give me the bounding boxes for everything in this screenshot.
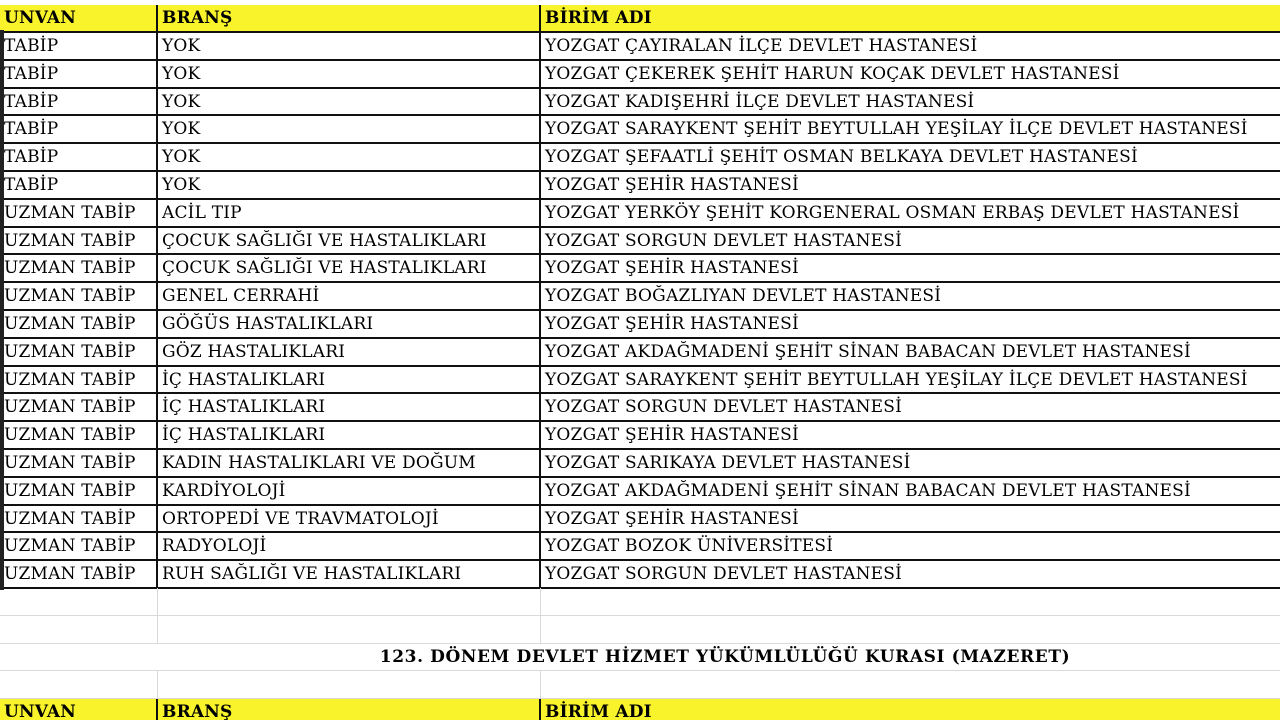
cell-unvan[interactable]: UZMAN TABİP [0,339,158,367]
cell-unvan[interactable]: TABİP [0,172,158,200]
left-border-edge [0,30,4,590]
table-row [0,422,1280,450]
cell-birim-adi[interactable]: YOZGAT ŞEHİR HASTANESİ [541,506,1280,534]
empty-cell[interactable] [158,616,541,644]
table-row [0,283,1280,311]
cell-brans[interactable]: ORTOPEDİ VE TRAVMATOLOJİ [158,506,541,534]
cell-birim-adi[interactable]: YOZGAT BOZOK ÜNİVERSİTESİ [541,533,1280,561]
table-row [0,144,1280,172]
cell-unvan[interactable]: UZMAN TABİP [0,255,158,283]
cell-brans[interactable]: GÖĞÜS HASTALIKLARI [158,311,541,339]
cell-brans[interactable]: İÇ HASTALIKLARI [158,367,541,395]
cell-unvan[interactable]: UZMAN TABİP [0,506,158,534]
empty-cell[interactable] [541,588,1280,616]
empty-cell[interactable] [158,671,541,699]
empty-row [0,671,1280,699]
cell-unvan[interactable]: TABİP [0,116,158,144]
cell-brans[interactable]: RADYOLOJİ [158,533,541,561]
cell-unvan[interactable]: UZMAN TABİP [0,561,158,589]
cell-birim-adi[interactable]: YOZGAT ŞEHİR HASTANESİ [541,422,1280,450]
cell-brans[interactable]: YOK [158,61,541,89]
second-table-header-row [0,699,1280,720]
cell-unvan[interactable]: UZMAN TABİP [0,478,158,506]
cell-unvan[interactable]: UZMAN TABİP [0,533,158,561]
cell-unvan[interactable]: TABİP [0,89,158,117]
cell-unvan[interactable]: UZMAN TABİP [0,311,158,339]
table-row [0,255,1280,283]
cell-brans[interactable]: YOK [158,144,541,172]
table-row [0,561,1280,589]
cell-brans[interactable]: RUH SAĞLIĞI VE HASTALIKLARI [158,561,541,589]
cell-birim-adi[interactable]: YOZGAT ŞEHİR HASTANESİ [541,311,1280,339]
cell-birim-adi[interactable]: YOZGAT ŞEFAATLİ ŞEHİT OSMAN BELKAYA DEVLET HASTANESİ [541,144,1280,172]
empty-row [0,588,1280,616]
table-row [0,61,1280,89]
table-row [0,506,1280,534]
cell-birim-adi[interactable]: YOZGAT AKDAĞMADENİ ŞEHİT SİNAN BABACAN DEVLET HASTANESİ [541,478,1280,506]
cell-birim-adi[interactable]: YOZGAT KADIŞEHRİ İLÇE DEVLET HASTANESİ [541,89,1280,117]
cell-unvan[interactable]: UZMAN TABİP [0,200,158,228]
section-title[interactable]: 123. DÖNEM DEVLET HİZMET YÜKÜMLÜLÜĞÜ KURASI (MAZERET) [379,647,1071,667]
cell-brans[interactable]: İÇ HASTALIKLARI [158,422,541,450]
header-birim-adi[interactable]: BİRİM ADI [541,5,1280,33]
header-unvan[interactable]: UNVAN [0,699,158,720]
cell-unvan[interactable]: UZMAN TABİP [0,422,158,450]
cell-brans[interactable]: ACİL TIP [158,200,541,228]
cell-birim-adi[interactable]: YOZGAT AKDAĞMADENİ ŞEHİT SİNAN BABACAN DEVLET HASTANESİ [541,339,1280,367]
header-brans[interactable]: BRANŞ [158,5,541,33]
table-row [0,200,1280,228]
table-row [0,450,1280,478]
cell-brans[interactable]: YOK [158,116,541,144]
section-title-row [0,643,1280,671]
cell-brans[interactable]: ÇOCUK SAĞLIĞI VE HASTALIKLARI [158,255,541,283]
cell-birim-adi[interactable]: YOZGAT ŞEHİR HASTANESİ [541,255,1280,283]
table-header-row [0,5,1280,33]
empty-cell[interactable] [0,671,158,699]
empty-cell[interactable] [0,616,158,644]
cell-brans[interactable]: KARDİYOLOJİ [158,478,541,506]
cell-brans[interactable]: YOK [158,33,541,61]
cell-brans[interactable]: KADIN HASTALIKLARI VE DOĞUM [158,450,541,478]
cell-birim-adi[interactable]: YOZGAT SORGUN DEVLET HASTANESİ [541,394,1280,422]
table-row [0,478,1280,506]
cell-unvan[interactable]: UZMAN TABİP [0,367,158,395]
empty-cell[interactable] [0,588,158,616]
table-row [0,228,1280,256]
cell-birim-adi[interactable]: YOZGAT ŞEHİR HASTANESİ [541,172,1280,200]
cell-birim-adi[interactable]: YOZGAT YERKÖY ŞEHİT KORGENERAL OSMAN ERBAŞ DEVLET HASTANESİ [541,200,1280,228]
cell-brans[interactable]: ÇOCUK SAĞLIĞI VE HASTALIKLARI [158,228,541,256]
cell-unvan[interactable]: UZMAN TABİP [0,283,158,311]
cell-birim-adi[interactable]: YOZGAT SARIKAYA DEVLET HASTANESİ [541,450,1280,478]
table-row [0,339,1280,367]
empty-cell[interactable] [541,671,1280,699]
empty-cell[interactable] [158,588,541,616]
cell-unvan[interactable]: TABİP [0,33,158,61]
cell-brans[interactable]: YOK [158,89,541,117]
cell-birim-adi[interactable]: YOZGAT BOĞAZLIYAN DEVLET HASTANESİ [541,283,1280,311]
cell-unvan[interactable]: UZMAN TABİP [0,394,158,422]
table-row [0,172,1280,200]
cell-brans[interactable]: GÖZ HASTALIKLARI [158,339,541,367]
table-row [0,367,1280,395]
table-row [0,394,1280,422]
cell-unvan[interactable]: UZMAN TABİP [0,228,158,256]
cell-brans[interactable]: GENEL CERRAHİ [158,283,541,311]
cell-birim-adi[interactable]: YOZGAT SORGUN DEVLET HASTANESİ [541,228,1280,256]
cell-birim-adi[interactable]: YOZGAT SARAYKENT ŞEHİT BEYTULLAH YEŞİLAY İLÇE DEVLET HASTANESİ [541,367,1280,395]
cell-birim-adi[interactable]: YOZGAT ÇEKEREK ŞEHİT HARUN KOÇAK DEVLET HASTANESİ [541,61,1280,89]
cell-unvan[interactable]: TABİP [0,61,158,89]
cell-brans[interactable]: İÇ HASTALIKLARI [158,394,541,422]
table-row [0,116,1280,144]
header-brans[interactable]: BRANŞ [158,699,541,720]
table-row [0,33,1280,61]
table-row [0,311,1280,339]
cell-brans[interactable]: YOK [158,172,541,200]
cell-unvan[interactable]: UZMAN TABİP [0,450,158,478]
cell-unvan[interactable]: TABİP [0,144,158,172]
cell-birim-adi[interactable]: YOZGAT SARAYKENT ŞEHİT BEYTULLAH YEŞİLAY İLÇE DEVLET HASTANESİ [541,116,1280,144]
empty-cell[interactable] [541,616,1280,644]
empty-row [0,616,1280,644]
cell-birim-adi[interactable]: YOZGAT ÇAYIRALAN İLÇE DEVLET HASTANESİ [541,33,1280,61]
header-birim-adi[interactable]: BİRİM ADI [541,699,1280,720]
table-row [0,89,1280,117]
header-unvan[interactable]: UNVAN [0,5,158,33]
cell-birim-adi[interactable]: YOZGAT SORGUN DEVLET HASTANESİ [541,561,1280,589]
table-row [0,533,1280,561]
